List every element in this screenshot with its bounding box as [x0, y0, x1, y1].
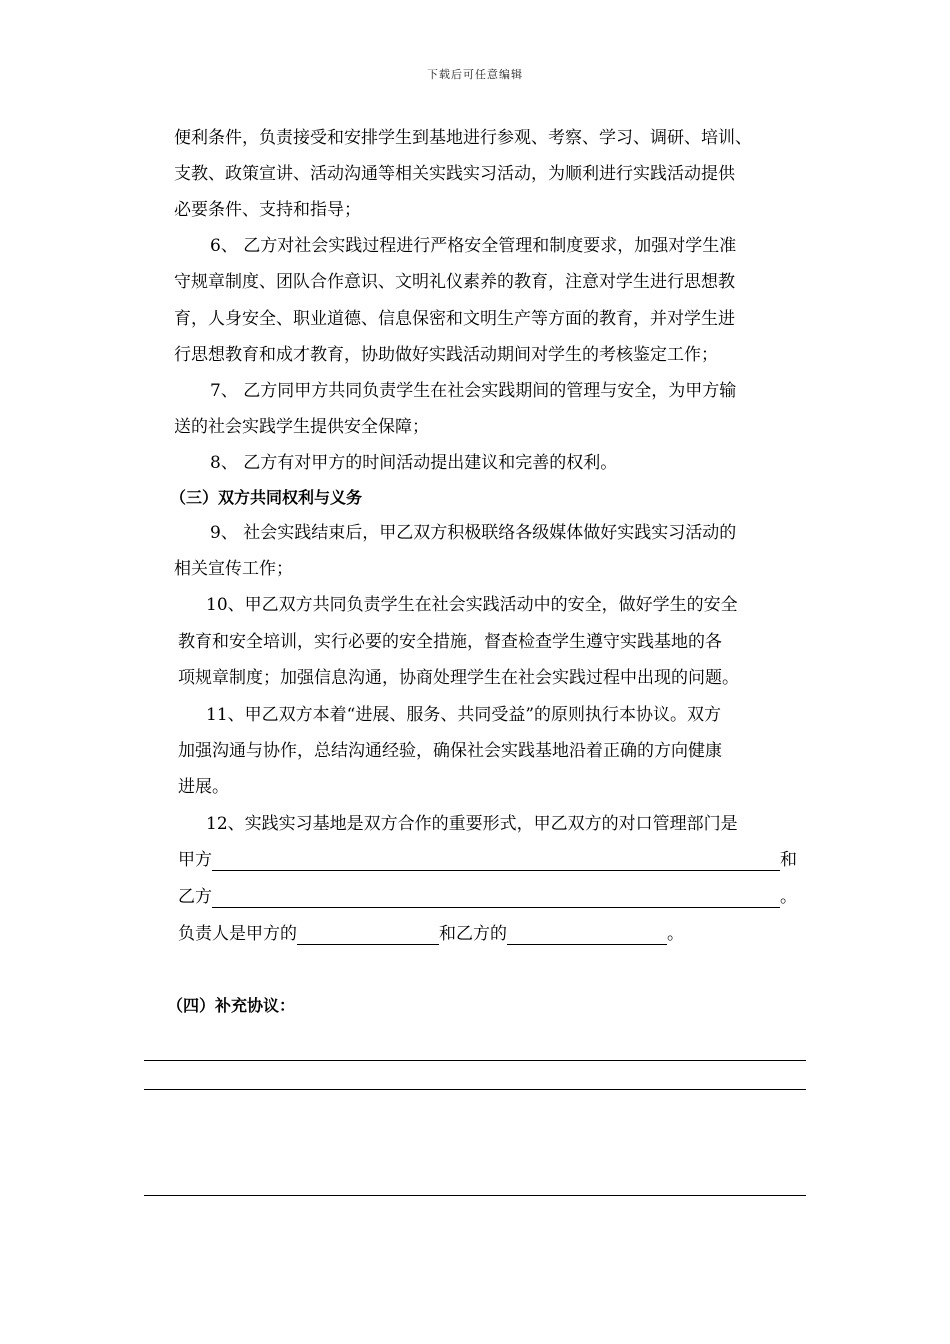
text-line: 9、 社会实践结束后，甲乙双方积极联络各级媒体做好实践实习活动的 [210, 523, 737, 543]
text-line: 送的社会实践学生提供安全保障； [174, 417, 429, 437]
text-line: 进展。 [178, 777, 229, 797]
party-b-blank[interactable] [212, 889, 780, 908]
responsible-suffix: 。 [667, 924, 684, 944]
party-a-responsible-blank[interactable] [297, 926, 439, 945]
party-b-responsible-blank[interactable] [507, 926, 667, 945]
supplement-blank-line[interactable] [144, 1089, 806, 1090]
party-a-line [178, 849, 797, 871]
text-line: 行思想教育和成才教育，协助做好实践活动期间对学生的考核鉴定工作； [174, 345, 718, 365]
text-line: 12、实践实习基地是双方合作的重要形式，甲乙双方的对口管理部门是 [206, 814, 738, 834]
responsible-mid: 和乙方的 [439, 924, 507, 944]
text-line: 便利条件，负责接受和安排学生到基地进行参观、考察、学习、调研、培训、 [174, 128, 752, 148]
text-line: 必要条件、支持和指导； [174, 200, 361, 220]
party-a-suffix: 和 [780, 850, 797, 870]
responsible-line [178, 923, 684, 945]
text-line: 8、 乙方有对甲方的时间活动提出建议和完善的权利。 [210, 453, 618, 473]
text-line: 教育和安全培训，实行必要的安全措施，督查检查学生遵守实践基地的各 [178, 632, 722, 652]
party-b-label: 乙方 [178, 887, 212, 907]
party-a-label: 甲方 [178, 850, 212, 870]
text-line: 7、 乙方同甲方共同负责学生在社会实践期间的管理与安全，为甲方输 [210, 381, 737, 401]
responsible-prefix: 负责人是甲方的 [178, 924, 297, 944]
text-line: 11、甲乙双方本着“进展、服务、共同受益”的原则执行本协议。双方 [206, 705, 722, 725]
text-line: 6、 乙方对社会实践过程进行严格安全管理和制度要求，加强对学生准 [210, 236, 737, 256]
text-line: 支教、政策宣讲、活动沟通等相关实践实习活动，为顺利进行实践活动提供 [174, 164, 735, 184]
text-line: 守规章制度、团队合作意识、文明礼仪素养的教育，注意对学生进行思想教 [174, 272, 735, 292]
section-heading: （三）双方共同权利与义务 [170, 488, 363, 507]
text-line: 育，人身安全、职业道德、信息保密和文明生产等方面的教育，并对学生进 [174, 309, 735, 329]
text-line: 10、甲乙双方共同负责学生在社会实践活动中的安全，做好学生的安全 [206, 595, 738, 615]
text-line: 相关宣传工作； [174, 559, 293, 579]
text-line: 加强沟通与协作，总结沟通经验，确保社会实践基地沿着正确的方向健康 [178, 741, 722, 761]
supplement-blank-line[interactable] [144, 1060, 806, 1061]
section-heading: （四）补充协议： [167, 996, 296, 1015]
party-b-suffix: 。 [780, 887, 797, 907]
page-header: 下载后可任意编辑 [427, 68, 523, 81]
text-line: 项规章制度；加强信息沟通，协商处理学生在社会实践过程中出现的问题。 [178, 668, 739, 688]
supplement-blank-line[interactable] [144, 1195, 806, 1196]
party-b-line [178, 886, 797, 908]
party-a-blank[interactable] [212, 852, 780, 871]
